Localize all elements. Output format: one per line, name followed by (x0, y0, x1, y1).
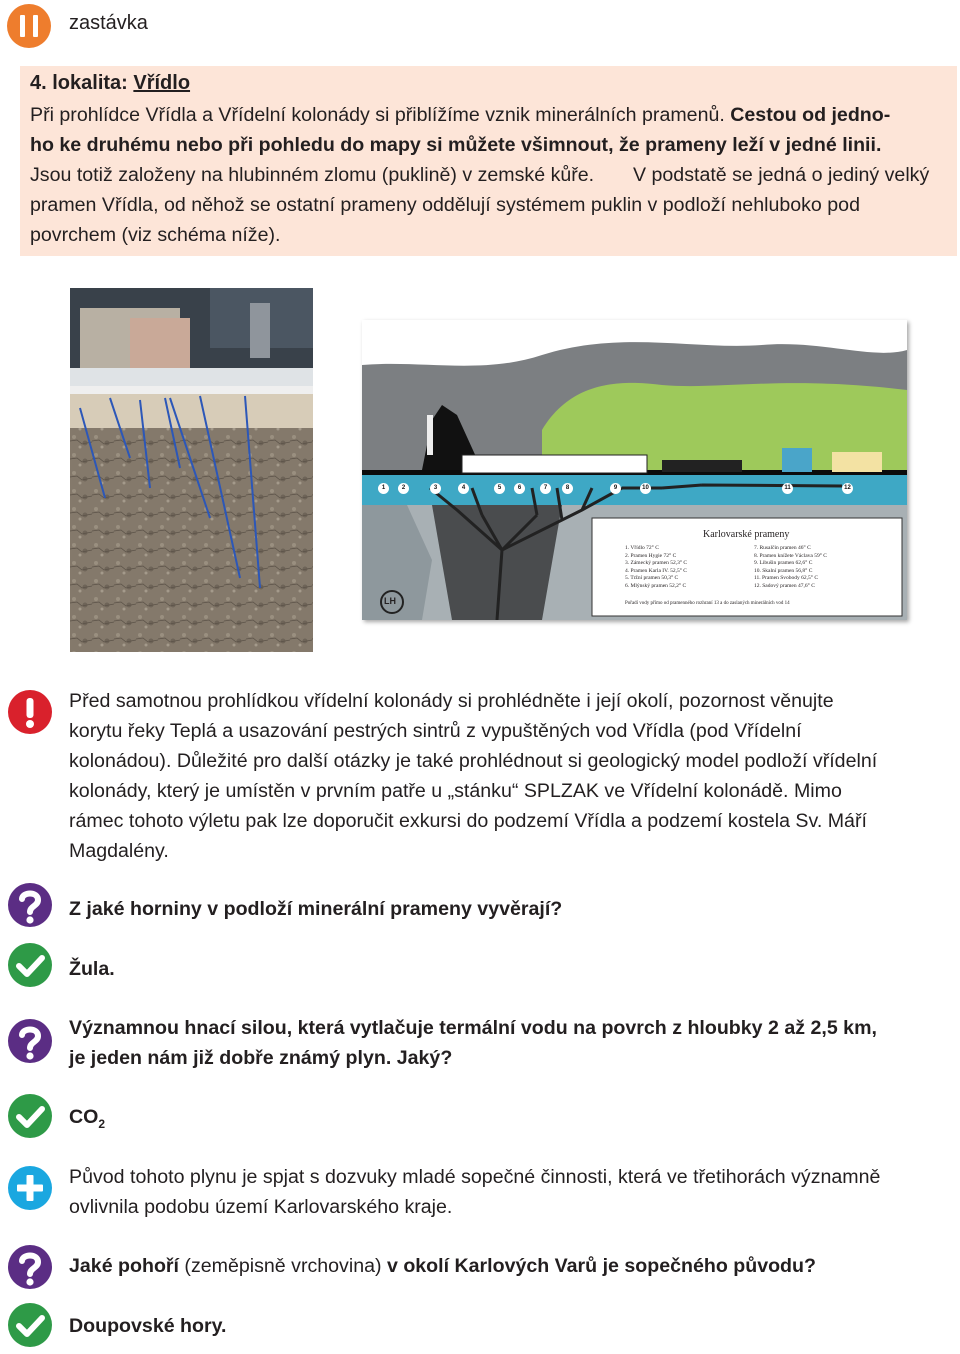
locality-line: Při prohlídce Vřídla a Vřídelní kolonády si přiblížíme vznik minerálních pramenů. Cestou od jedno- (30, 104, 891, 126)
locality-line: pramen Vřídla, od něhož se ostatní prameny oddělují systémem puklin v podloží nehluboko pod (30, 194, 860, 216)
spring-marker: 6 (514, 483, 525, 494)
stop-icon (7, 4, 51, 48)
answer-text: $CO_2$ (69, 1106, 106, 1131)
diagram-col1: 1. Vřídlo 72° C 2. Pramen Hygie 72° C 3. Zámecký pramen 52,3° C 4. Pramen Karla IV. 52,5° C 5. Tržní pramen 50,3° C 6. Mlýnský pramen 52,2° C (625, 545, 688, 589)
spring-marker: 2 (398, 483, 409, 494)
spring-markers (362, 320, 907, 620)
question-text: Významnou hnací silou, která vytlačuje termální vodu na povrch z hloubky 2 až 2,5 km, je jeden nám již dobře známý plyn. Jaký? (69, 1017, 877, 1069)
diagram-col2: 7. Rusalčin pramen 46° C 8. Pramen knížete Václava 59° C 9. Libušin pramen 62,6° C 10. Skalní pramen 56,8° C 11. Pramen Svobody 62,5° C 12. Sadový pramen 47,6° C (754, 545, 827, 589)
answer-text: Žula. (69, 958, 115, 980)
spring-marker: 1 (378, 483, 389, 494)
spring-marker: 3 (430, 483, 441, 494)
locality-line: povrchem (viz schéma níže). (30, 224, 281, 246)
notice-text: Před samotnou prohlídkou vřídelní kolonády si prohlédněte i její okolí, pozornost věnujte korytu řeky Teplá a usazování pestrých sintrů z vypuštěných vod Vřídla (pod Vřídelní kolonádou). Důležité pro další otázky je také prohlédnout si geologický model podloží vřídelní kolonády, který je umístěn v prvním patře u „stánku“ SPLZAK ve Vřídelní kolonádě. Mimo rámec tohoto výletu pak lze doporučit exkursi do podzemí Vřídla a podzemí kostela Sv. Máří Magdalény. (69, 690, 878, 862)
locality-line: ho ke druhému nebo při pohledu do mapy si můžete všimnout, že prameny leží v jedné linii. (30, 134, 882, 156)
locality-line: V podstatě se jedná o jediný velký (633, 164, 930, 186)
spring-marker: 4 (458, 483, 469, 494)
answer-text: Doupovské hory. (69, 1315, 227, 1337)
question-icon (8, 1019, 52, 1063)
plus-icon (8, 1166, 52, 1210)
locality-line: Jsou totiž založeny na hlubinném zlomu (puklině) v zemské kůře. (30, 164, 595, 186)
geological-model-photo (70, 288, 313, 652)
check-icon (8, 1094, 52, 1138)
spring-marker: 9 (610, 483, 621, 494)
diagram-logo: LH (384, 596, 396, 606)
locality-title: 4. lokalita: Vřídlo (30, 72, 191, 94)
springs-diagram (362, 320, 907, 620)
question-icon (8, 1245, 52, 1289)
exclamation-icon (8, 690, 52, 734)
spring-marker: 5 (494, 483, 505, 494)
diagram-footnote: Pořadí vody přímo od pramenného rozhraní 13 a do zaslaných minerálních vod 14 (625, 601, 790, 606)
spring-marker: 8 (562, 483, 573, 494)
question-text: Jaké pohoří (zeměpisně vrchovina) v okolí Karlových Varů je sopečného původu? (69, 1255, 816, 1277)
check-icon (8, 1303, 52, 1347)
spring-marker: 12 (842, 483, 853, 494)
spring-marker: 10 (640, 483, 651, 494)
question-icon (8, 883, 52, 927)
spring-marker: 7 (540, 483, 551, 494)
diagram-title: Karlovarské prameny (703, 529, 790, 540)
locality-name: Vřídlo (133, 72, 191, 94)
stop-label: zastávka (69, 12, 148, 34)
check-icon (8, 943, 52, 987)
spring-marker: 11 (782, 483, 793, 494)
question-text: Z jaké horniny v podloží minerální prameny vyvěrají? (69, 898, 563, 920)
extra-info-text: Původ tohoto plynu je spjat s dozvuky mladé sopečné činnosti, která ve třetihorách významně ovlivnila podobu území Karlovarského kraje. (69, 1166, 881, 1218)
